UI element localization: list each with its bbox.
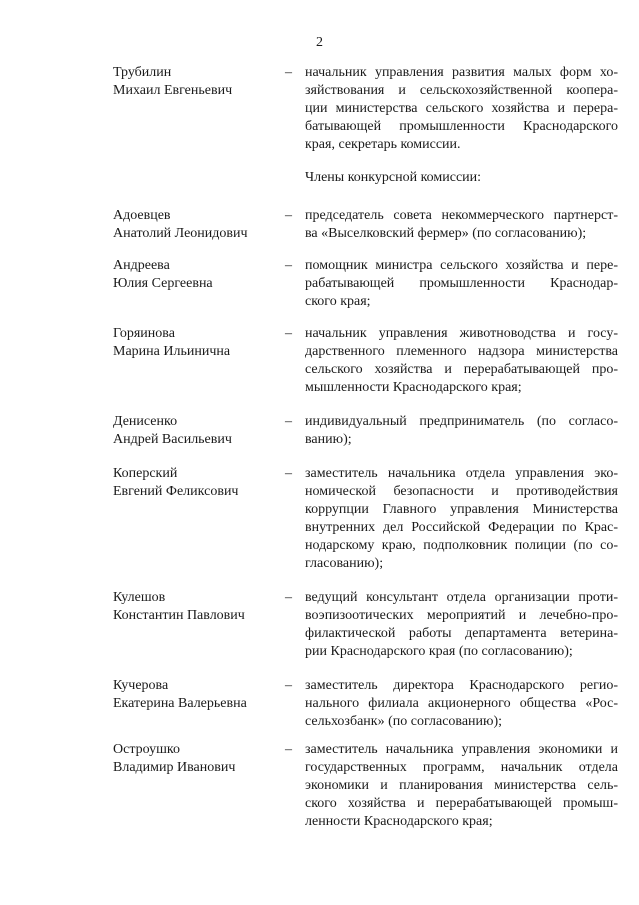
member-name xyxy=(113,741,281,777)
dash: – xyxy=(285,678,292,693)
member-name xyxy=(113,64,281,100)
role-line: зяйствования и сельскохозяйственной коопера- xyxy=(305,83,618,98)
role-line: филактической работы департамента ветерина- xyxy=(305,626,618,641)
dash: – xyxy=(285,590,292,605)
role-line: заместитель начальника управления экономики и xyxy=(305,742,618,757)
dash: – xyxy=(285,208,292,223)
role-line: нодарскому краю, подполковник полиции (по со- xyxy=(305,538,618,553)
role-line: начальник управления развития малых форм хо- xyxy=(305,65,618,80)
role-line: воэпизоотических мероприятий и лечебно-про- xyxy=(305,608,618,623)
role-line: рии Краснодарского края (по согласованию); xyxy=(305,644,573,659)
member-name xyxy=(113,465,281,501)
member-name xyxy=(113,325,281,361)
surname: Кучерова xyxy=(113,678,169,693)
dash: – xyxy=(285,258,292,273)
dash: – xyxy=(285,326,292,341)
role-line: заместитель директора Краснодарского регио- xyxy=(305,678,618,693)
role-line: внутренних дел Российской Федерации по Крас- xyxy=(305,520,618,535)
role-line: ведущий консультант отдела организации проти- xyxy=(305,590,618,605)
role-line: сельского хозяйства и перерабатывающей про- xyxy=(305,362,618,377)
surname: Адоевцев xyxy=(113,208,171,223)
role-line: батывающей промышленности Краснодарского xyxy=(305,119,618,134)
given-names: Евгений Феликсович xyxy=(113,484,239,499)
role-line: ва «Выселковский фермер» (по согласованию); xyxy=(305,226,587,241)
role-line: гласованию); xyxy=(305,556,384,571)
role-line: коррупции Главного управления Министерства xyxy=(305,502,618,517)
given-names: Юлия Сергеевна xyxy=(113,276,213,291)
member-role xyxy=(305,413,618,449)
dash: – xyxy=(285,65,292,80)
role-line: государственных программ, начальник отдела xyxy=(305,760,618,775)
member-name xyxy=(113,257,281,293)
surname: Денисенко xyxy=(113,414,178,429)
role-line: дарственного племенного надзора министерства xyxy=(305,344,618,359)
member-role xyxy=(305,257,618,311)
role-line: мышленности Краснодарского края; xyxy=(305,380,522,395)
surname: Трубилин xyxy=(113,65,172,80)
role-line: номической безопасности и противодействия xyxy=(305,484,618,499)
role-line: помощник министра сельского хозяйства и пере- xyxy=(305,258,618,273)
member-role xyxy=(305,207,618,243)
role-line: ленности Краснодарского края; xyxy=(305,814,493,829)
role-line: экономики и планирования министерства сель- xyxy=(305,778,618,793)
page-number: 2 xyxy=(316,35,323,50)
role-line: нального филиала акционерного общества «Рос- xyxy=(305,696,618,711)
given-names: Михаил Евгеньевич xyxy=(113,83,233,98)
role-line: председатель совета некоммерческого партнерст- xyxy=(305,208,618,223)
member-name xyxy=(113,677,281,713)
surname: Горяинова xyxy=(113,326,175,341)
dash: – xyxy=(285,414,292,429)
role-line: ции министерства сельского хозяйства и перера- xyxy=(305,101,618,116)
member-name xyxy=(113,413,281,449)
member-role xyxy=(305,741,618,831)
role-line: ванию); xyxy=(305,432,352,447)
dash: – xyxy=(285,466,292,481)
member-role xyxy=(305,589,618,661)
member-role xyxy=(305,677,618,731)
role-line: ского края; xyxy=(305,294,371,309)
given-names: Анатолий Леонидович xyxy=(113,226,248,241)
member-role xyxy=(305,64,618,154)
member-role xyxy=(305,465,618,573)
role-line: края, секретарь комиссии. xyxy=(305,137,461,152)
given-names: Владимир Иванович xyxy=(113,760,236,775)
given-names: Андрей Васильевич xyxy=(113,432,232,447)
dash: – xyxy=(285,742,292,757)
given-names: Константин Павлович xyxy=(113,608,245,623)
member-name xyxy=(113,207,281,243)
surname: Остроушко xyxy=(113,742,180,757)
surname: Андреева xyxy=(113,258,170,273)
surname: Коперский xyxy=(113,466,178,481)
member-name xyxy=(113,589,281,625)
given-names: Марина Ильинична xyxy=(113,344,231,359)
members-heading: Члены конкурсной комиссии: xyxy=(305,170,482,185)
surname: Кулешов xyxy=(113,590,166,605)
role-line: ского хозяйства и перерабатывающей промыш- xyxy=(305,796,618,811)
role-line: рабатывающей промышленности Краснодар- xyxy=(305,276,618,291)
role-line: сельхозбанк» (по согласованию); xyxy=(305,714,503,729)
given-names: Екатерина Валерьевна xyxy=(113,696,247,711)
role-line: индивидуальный предприниматель (по согласо- xyxy=(305,414,618,429)
role-line: начальник управления животноводства и госу- xyxy=(305,326,618,341)
member-role xyxy=(305,325,618,397)
role-line: заместитель начальника отдела управления эко- xyxy=(305,466,618,481)
